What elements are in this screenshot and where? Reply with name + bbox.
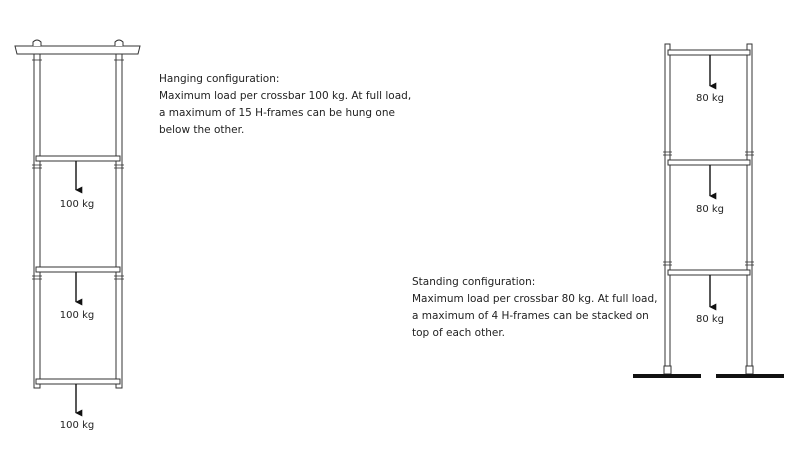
- hanging-crossbar-1: [36, 156, 120, 161]
- hanging-couplers: [32, 60, 124, 279]
- standing-upright-left: [665, 44, 670, 366]
- hanging-support-bar: [15, 46, 140, 54]
- standing-caption-line-2: a maximum of 4 H-frames can be stacked on: [412, 310, 649, 322]
- standing-caption-line-3: top of each other.: [412, 327, 506, 339]
- standing-crossbar-1: [668, 50, 750, 55]
- standing-foot-post-left: [664, 366, 671, 374]
- hanging-caption: [159, 71, 411, 139]
- hanging-caption-heading: Hanging configuration:: [159, 73, 280, 85]
- hanging-upright-right: [116, 54, 122, 388]
- hanging-upright-left: [34, 54, 40, 388]
- standing-load-label-3: 80 kg: [695, 314, 725, 325]
- hanging-top-clamp-left: [33, 40, 41, 46]
- standing-caption: [412, 274, 657, 342]
- hanging-load-label-3: 100 kg: [59, 420, 95, 431]
- hanging-crossbar-3: [36, 379, 120, 384]
- standing-upright-right: [747, 44, 752, 366]
- hanging-caption-line-3: below the other.: [159, 124, 245, 136]
- hanging-crossbar-2: [36, 267, 120, 272]
- standing-load-label-1: 80 kg: [695, 93, 725, 104]
- standing-load-label-2: 80 kg: [695, 204, 725, 215]
- standing-base-plate-right: [716, 374, 784, 378]
- standing-foot-post-right: [746, 366, 753, 374]
- hanging-frame-stack: [15, 40, 140, 388]
- standing-caption-heading: Standing configuration:: [412, 276, 536, 288]
- hanging-load-label-1: 100 kg: [59, 199, 95, 210]
- standing-crossbar-3: [668, 270, 750, 275]
- hanging-top-clamp-right: [115, 40, 123, 46]
- standing-crossbar-2: [668, 160, 750, 165]
- standing-base-plate-left: [633, 374, 701, 378]
- hanging-caption-line-1: Maximum load per crossbar 100 kg. At full load,: [159, 90, 412, 102]
- hanging-caption-line-2: a maximum of 15 H-frames can be hung one: [159, 107, 395, 119]
- standing-caption-line-1: Maximum load per crossbar 80 kg. At full load,: [412, 293, 658, 305]
- hanging-load-label-2: 100 kg: [59, 310, 95, 321]
